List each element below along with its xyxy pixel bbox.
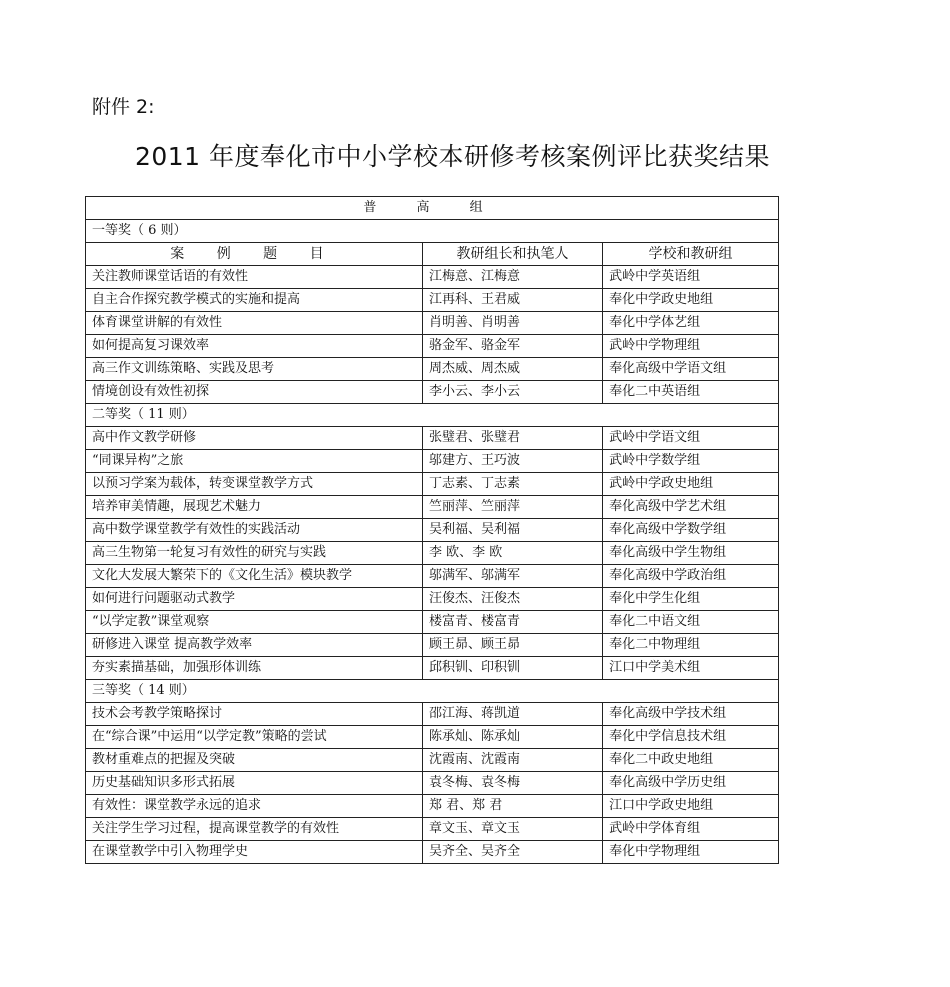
table-row (86, 266, 779, 289)
case-authors: 李 欧、李 欧 (422, 542, 602, 565)
case-school: 武岭中学体育组 (603, 818, 779, 841)
case-title: 体育课堂讲解的有效性 (86, 312, 423, 335)
case-authors: 邬建方、王巧波 (422, 450, 602, 473)
case-authors: 周杰威、周杰威 (422, 358, 602, 381)
case-title: 技术会考教学策略探讨 (86, 703, 423, 726)
case-school: 奉化高级中学数学组 (603, 519, 779, 542)
case-authors: 沈霞南、沈霞南 (422, 749, 602, 772)
case-authors: 楼富青、楼富青 (422, 611, 602, 634)
section-label: 二等奖（ 11 则） (86, 404, 779, 427)
case-authors: 邵江海、蒋凯道 (422, 703, 602, 726)
document-title: 2011 年度奉化市中小学校本研修考核案例评比获奖结果 (134, 142, 771, 171)
case-authors: 张璧君、张璧君 (422, 427, 602, 450)
case-school: 奉化高级中学历史组 (603, 772, 779, 795)
case-title: 在“综合课”中运用“以学定教”策略的尝试 (86, 726, 423, 749)
table-row (86, 818, 779, 841)
case-title: 历史基础知识多形式拓展 (86, 772, 423, 795)
header-topic: 案 例 题 目 (86, 243, 423, 266)
table-row (86, 841, 779, 864)
case-title: 高中数学课堂教学有效性的实践活动 (86, 519, 423, 542)
table-row (86, 542, 779, 565)
case-school: 奉化二中物理组 (603, 634, 779, 657)
table-row (86, 289, 779, 312)
case-authors: 江梅意、江梅意 (422, 266, 602, 289)
case-title: 在课堂教学中引入物理学史 (86, 841, 423, 864)
case-authors: 骆金军、骆金军 (422, 335, 602, 358)
case-authors: 陈承灿、陈承灿 (422, 726, 602, 749)
group-row (86, 197, 779, 220)
table-row (86, 611, 779, 634)
case-school: 奉化高级中学政治组 (603, 565, 779, 588)
table-row (86, 772, 779, 795)
table-row (86, 450, 779, 473)
case-school: 奉化中学物理组 (603, 841, 779, 864)
case-school: 奉化中学政史地组 (603, 289, 779, 312)
case-title: “同课异构”之旅 (86, 450, 423, 473)
table-row (86, 749, 779, 772)
case-title: 高三生物第一轮复习有效性的研究与实践 (86, 542, 423, 565)
case-school: 奉化高级中学生物组 (603, 542, 779, 565)
case-title: 教材重难点的把握及突破 (86, 749, 423, 772)
table-row (86, 496, 779, 519)
table-row (86, 726, 779, 749)
header-authors: 教研组长和执笔人 (422, 243, 602, 266)
case-title: 有效性：课堂教学永远的追求 (86, 795, 423, 818)
case-title: 关注学生学习过程，提高课堂教学的有效性 (86, 818, 423, 841)
table-row (86, 427, 779, 450)
case-authors: 丁志素、丁志素 (422, 473, 602, 496)
case-school: 武岭中学物理组 (603, 335, 779, 358)
case-school: 武岭中学英语组 (603, 266, 779, 289)
case-title: 夯实素描基础，加强形体训练 (86, 657, 423, 680)
table-row (86, 657, 779, 680)
group-title: 普 高 组 (86, 197, 779, 220)
case-school: 武岭中学数学组 (603, 450, 779, 473)
case-title: 关注教师课堂话语的有效性 (86, 266, 423, 289)
case-title: 高三作文训练策略、实践及思考 (86, 358, 423, 381)
case-title: 文化大发展大繁荣下的《文化生活》模块教学 (86, 565, 423, 588)
section-row (86, 404, 779, 427)
case-authors: 汪俊杰、汪俊杰 (422, 588, 602, 611)
case-authors: 竺丽萍、竺丽萍 (422, 496, 602, 519)
table-row (86, 473, 779, 496)
table-row (86, 335, 779, 358)
case-authors: 吴齐全、吴齐全 (422, 841, 602, 864)
case-authors: 郑 君、郑 君 (422, 795, 602, 818)
case-school: 奉化二中英语组 (603, 381, 779, 404)
case-title: “以学定教”课堂观察 (86, 611, 423, 634)
case-school: 奉化二中语文组 (603, 611, 779, 634)
table-row (86, 381, 779, 404)
case-authors: 江再科、王君威 (422, 289, 602, 312)
case-title: 培养审美情趣，展现艺术魅力 (86, 496, 423, 519)
case-authors: 吴利福、吴利福 (422, 519, 602, 542)
case-school: 奉化高级中学艺术组 (603, 496, 779, 519)
table-row (86, 312, 779, 335)
case-title: 自主合作探究教学模式的实施和提高 (86, 289, 423, 312)
table-row (86, 588, 779, 611)
case-school: 奉化高级中学语文组 (603, 358, 779, 381)
header-row (86, 243, 779, 266)
case-title: 研修进入课堂 提高教学效率 (86, 634, 423, 657)
case-title: 高中作文教学研修 (86, 427, 423, 450)
case-school: 奉化中学体艺组 (603, 312, 779, 335)
section-row (86, 220, 779, 243)
case-title: 如何提高复习课效率 (86, 335, 423, 358)
case-authors: 袁冬梅、袁冬梅 (422, 772, 602, 795)
case-school: 武岭中学语文组 (603, 427, 779, 450)
header-school: 学校和教研组 (603, 243, 779, 266)
case-school: 武岭中学政史地组 (603, 473, 779, 496)
case-authors: 邱积钏、印积钏 (422, 657, 602, 680)
case-school: 奉化中学生化组 (603, 588, 779, 611)
table-row (86, 634, 779, 657)
table-row (86, 795, 779, 818)
case-school: 奉化中学信息技术组 (603, 726, 779, 749)
case-school: 江口中学美术组 (603, 657, 779, 680)
case-title: 以预习学案为载体，转变课堂教学方式 (86, 473, 423, 496)
case-school: 江口中学政史地组 (603, 795, 779, 818)
case-authors: 顾王昴、顾王昴 (422, 634, 602, 657)
section-label: 三等奖（ 14 则） (86, 680, 779, 703)
case-school: 奉化高级中学技术组 (603, 703, 779, 726)
attachment-label: 附件 2: (92, 96, 155, 118)
table-row (86, 565, 779, 588)
section-row (86, 680, 779, 703)
case-title: 如何进行问题驱动式教学 (86, 588, 423, 611)
award-table (85, 196, 779, 864)
case-authors: 肖明善、肖明善 (422, 312, 602, 335)
section-label: 一等奖（ 6 则） (86, 220, 779, 243)
case-school: 奉化二中政史地组 (603, 749, 779, 772)
case-title: 情境创设有效性初探 (86, 381, 423, 404)
case-authors: 邬满军、邬满军 (422, 565, 602, 588)
case-authors: 李小云、李小云 (422, 381, 602, 404)
table-row (86, 358, 779, 381)
table-row (86, 703, 779, 726)
case-authors: 章文玉、章文玉 (422, 818, 602, 841)
table-row (86, 519, 779, 542)
